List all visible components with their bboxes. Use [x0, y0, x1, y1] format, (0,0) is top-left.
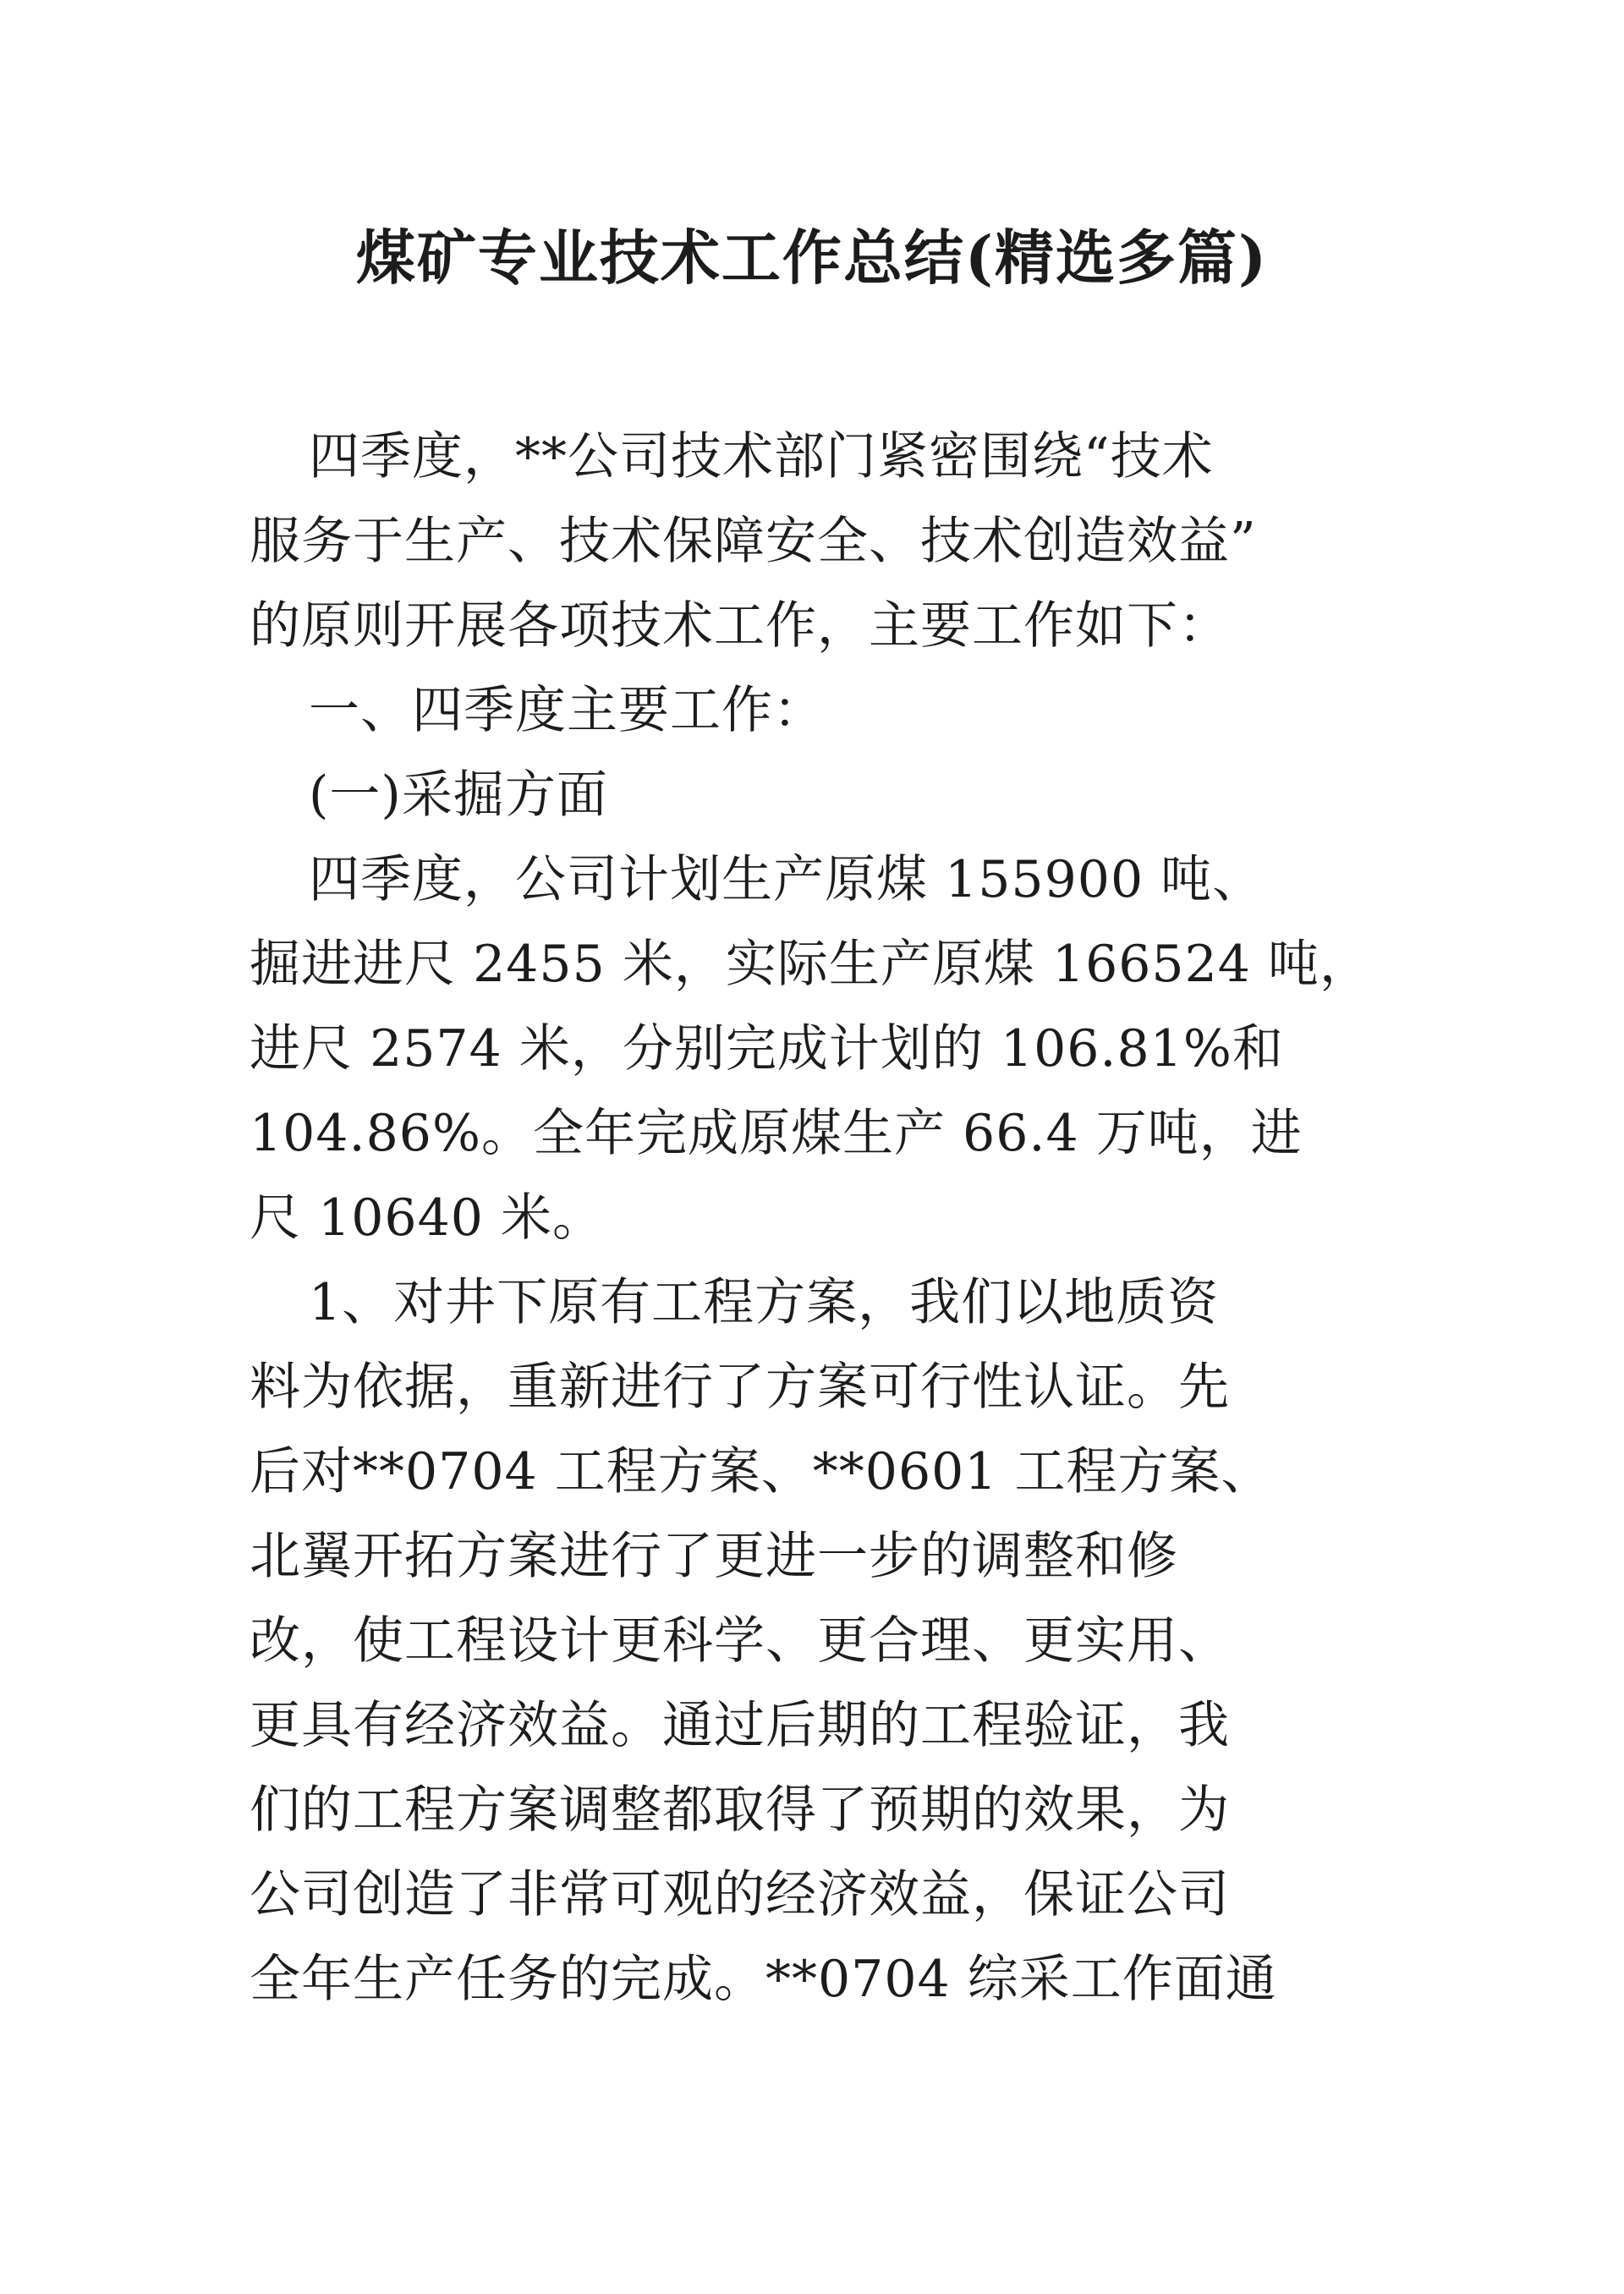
- paragraph-line: 料为依据，重新进行了方案可行性认证。先: [250, 1358, 1230, 1417]
- paragraph-line: 改，使工程设计更科学、更合理、更实用、: [250, 1611, 1230, 1671]
- paragraph-line: 尺 10640 米。: [250, 1188, 605, 1248]
- paragraph-line: 全年生产任务的完成。**0704 综采工作面通: [250, 1950, 1277, 2009]
- document-body: [250, 414, 1451, 2022]
- paragraph-line: 服务于生产、技术保障安全、技术创造效益”: [250, 512, 1257, 571]
- paragraph-line: 四季度，**公司技术部门紧密围绕“技术: [309, 427, 1214, 486]
- paragraph-line: 四季度，公司计划生产原煤 155900 吨、: [309, 850, 1265, 909]
- paragraph-line: 1、对井下原有工程方案，我们以地质资: [309, 1273, 1220, 1332]
- paragraph-line: 北翼开拓方案进行了更进一步的调整和修: [250, 1527, 1178, 1586]
- document-title: 煤矿专业技术工作总结(精选多篇): [355, 222, 1269, 293]
- paragraph-line: 进尺 2574 米，分别完成计划的 106.81%和: [250, 1019, 1284, 1078]
- subsection-heading: (一)采掘方面: [309, 766, 608, 825]
- paragraph-line: 后对**0704 工程方案、**0601 工程方案、: [250, 1442, 1273, 1501]
- paragraph-line: 公司创造了非常可观的经济效益，保证公司: [250, 1865, 1230, 1924]
- section-heading: 一、四季度主要工作：: [309, 681, 825, 740]
- paragraph-line: 更具有经济效益。通过后期的工程验证，我: [250, 1696, 1230, 1755]
- paragraph-line: 们的工程方案调整都取得了预期的效果，为: [250, 1781, 1230, 1840]
- paragraph-line: 的原则开展各项技术工作，主要工作如下：: [250, 596, 1230, 656]
- paragraph-line: 掘进进尺 2455 米，实际生产原煤 166524 吨，: [250, 935, 1372, 994]
- paragraph-line: 104.86%。全年完成原煤生产 66.4 万吨，进: [250, 1104, 1303, 1163]
